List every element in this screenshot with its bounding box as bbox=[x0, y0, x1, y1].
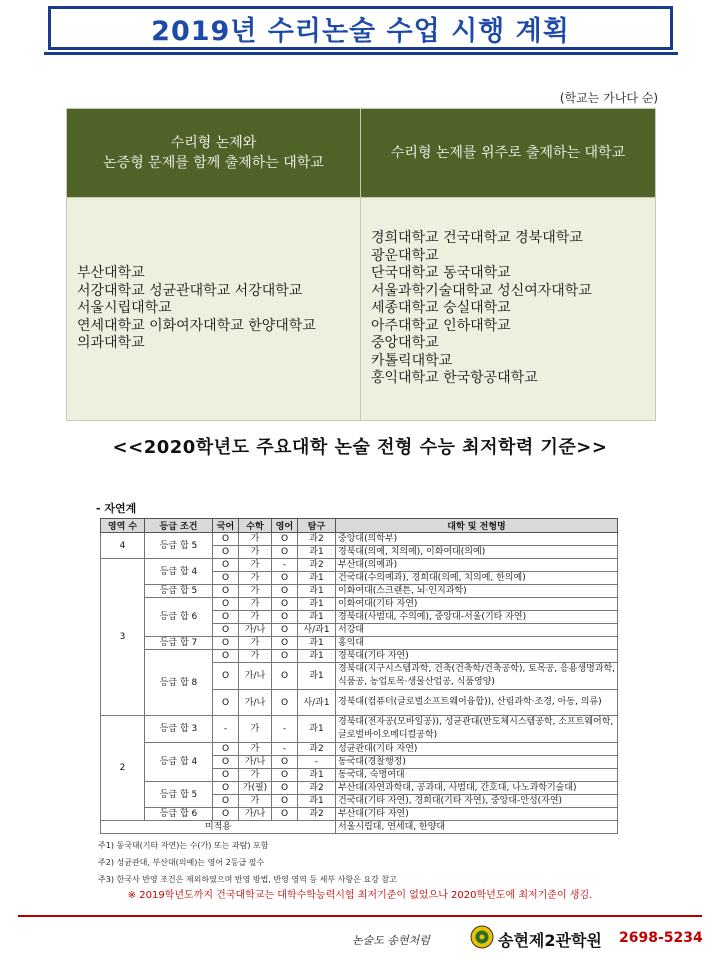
university-line: 세종대학교 숭실대학교 bbox=[371, 300, 511, 317]
criteria-header-cell: 대학 및 전형명 bbox=[336, 519, 618, 533]
page-title: 2019년 수리논술 수업 시행 계획 bbox=[151, 15, 570, 47]
university-cell: 경북대(사범대, 수의예), 중앙대-서울(기타 자연) bbox=[336, 611, 618, 624]
university-cell: 이화여대(기타 자연) bbox=[336, 598, 618, 611]
col2-header: 수리형 논제를 위주로 출제하는 대학교 bbox=[361, 109, 656, 198]
criteria-header-cell: 국어 bbox=[213, 519, 239, 533]
subject-cell: - bbox=[213, 716, 239, 743]
areas-cell: 4 bbox=[101, 533, 145, 559]
criteria-row bbox=[101, 716, 618, 743]
university-line: 의과대학교 bbox=[77, 335, 145, 352]
footer-divider bbox=[18, 915, 702, 917]
title-underline bbox=[44, 52, 678, 55]
subject-cell: 가 bbox=[239, 611, 272, 624]
section-title: <<2020학년도 주요대학 논술 전형 수능 최저학력 기준>> bbox=[112, 437, 608, 458]
subject-cell: 과1 bbox=[298, 769, 336, 782]
university-cell: 경북대(의예, 치의예), 이화여대(의예) bbox=[336, 546, 618, 559]
subject-cell: 과2 bbox=[298, 782, 336, 795]
areas-cell: 2 bbox=[101, 716, 145, 821]
subject-cell: 가 bbox=[239, 533, 272, 546]
subject-cell: O bbox=[213, 808, 239, 821]
university-line: 광운대학교 bbox=[371, 247, 439, 264]
subject-cell: O bbox=[213, 559, 239, 572]
subject-cell: O bbox=[272, 650, 298, 663]
subject-cell: O bbox=[272, 585, 298, 598]
subject-cell: - bbox=[272, 743, 298, 756]
subject-cell: 가/나 bbox=[239, 808, 272, 821]
subject-cell: 가 bbox=[239, 637, 272, 650]
not-applied-cell: 미적용 bbox=[101, 821, 336, 834]
grade-cell: 등급 합 4 bbox=[145, 743, 213, 782]
subject-cell: O bbox=[272, 756, 298, 769]
university-cell: 동국대(경찰행정) bbox=[336, 756, 618, 769]
areas-cell: 3 bbox=[101, 559, 145, 716]
subject-cell: 과1 bbox=[298, 663, 336, 690]
col1-header-line: 논증형 문제를 함께 출제하는 대학교 bbox=[103, 155, 324, 171]
subject-cell: 가 bbox=[239, 743, 272, 756]
subject-cell: 과1 bbox=[298, 716, 336, 743]
subject-cell: O bbox=[272, 572, 298, 585]
grade-cell: 등급 합 5 bbox=[145, 533, 213, 559]
subject-cell: O bbox=[272, 533, 298, 546]
footnote: 주2) 성균관대, 부산대(의예)는 영어 2등급 필수 bbox=[98, 858, 265, 867]
criteria-row bbox=[101, 598, 618, 611]
subject-cell: O bbox=[213, 663, 239, 690]
subject-cell: 가 bbox=[239, 650, 272, 663]
criteria-row bbox=[101, 533, 618, 546]
criteria-row bbox=[101, 782, 618, 795]
university-cell: 경북대(기타 자연) bbox=[336, 650, 618, 663]
subject-cell: 사/과1 bbox=[298, 624, 336, 637]
footnote: 주1) 동국대(기타 자연)는 수(가) 또는 과탐) 포함 bbox=[98, 841, 269, 850]
col1-header bbox=[67, 109, 361, 198]
university-cell: 부산대(의예과) bbox=[336, 559, 618, 572]
university-cell: 건국대(수의예과), 경희대(의예, 치의예, 한의예) bbox=[336, 572, 618, 585]
university-cell: 경북대(컴퓨터(글로벌소프트웨어융합)), 산림과학·조경, 아동, 의류) bbox=[336, 690, 618, 716]
subject-cell: 과1 bbox=[298, 637, 336, 650]
grade-cell: 등급 합 6 bbox=[145, 808, 213, 821]
subject-cell: O bbox=[213, 769, 239, 782]
footnotes bbox=[98, 837, 397, 888]
subject-cell: 과1 bbox=[298, 585, 336, 598]
subject-cell: 과1 bbox=[298, 650, 336, 663]
red-notice: ※ 2019학년도까지 건국대학교는 대학수학능력시험 최저기준이 없었으나 2020학년도에 최저기준이 생김. bbox=[127, 890, 593, 901]
criteria-table bbox=[100, 518, 618, 834]
criteria-header-row bbox=[101, 519, 618, 533]
footer-brand: 송현제2관학원 bbox=[498, 931, 602, 950]
grade-cell: 등급 합 8 bbox=[145, 650, 213, 716]
col2-cell bbox=[361, 198, 656, 421]
subject-cell: 가 bbox=[239, 769, 272, 782]
order-note: (학교는 가나다 순) bbox=[559, 91, 658, 105]
subject-cell: O bbox=[272, 769, 298, 782]
university-line: 아주대학교 인하대학교 bbox=[371, 317, 511, 334]
criteria-header-cell: 수학 bbox=[239, 519, 272, 533]
criteria-row bbox=[101, 650, 618, 663]
subject-cell: 과1 bbox=[298, 598, 336, 611]
criteria-body bbox=[101, 533, 618, 834]
criteria-header-cell: 영어 bbox=[272, 519, 298, 533]
subject-cell: 과1 bbox=[298, 611, 336, 624]
university-cell: 부산대(기타 자연) bbox=[336, 808, 618, 821]
subject-cell: 가 bbox=[239, 716, 272, 743]
subject-cell: O bbox=[213, 624, 239, 637]
university-cell: 경북대(지구시스템과학, 건축(건축학/건축공학), 토목공, 응용생명과학, 식품공, 농업토목·생물산업공, 식품영양) bbox=[336, 663, 618, 690]
subject-cell: 가 bbox=[239, 795, 272, 808]
subject-cell: O bbox=[272, 624, 298, 637]
grade-cell: 등급 합 5 bbox=[145, 585, 213, 598]
subject-cell: 가 bbox=[239, 598, 272, 611]
col2-university-list bbox=[371, 230, 655, 388]
subject-cell: - bbox=[272, 716, 298, 743]
subject-cell: 사/과1 bbox=[298, 690, 336, 716]
grade-cell: 등급 합 4 bbox=[145, 559, 213, 585]
subject-cell: 과2 bbox=[298, 808, 336, 821]
subject-cell: O bbox=[272, 637, 298, 650]
university-line: 부산대학교 bbox=[77, 265, 145, 282]
section-subtitle: - 자연계 bbox=[96, 502, 137, 515]
subject-cell: O bbox=[213, 585, 239, 598]
footer-slogan: 논술도 송현처럼 bbox=[352, 934, 430, 947]
university-table bbox=[66, 108, 656, 421]
grade-cell: 등급 합 5 bbox=[145, 782, 213, 808]
criteria-row bbox=[101, 637, 618, 650]
criteria-row bbox=[101, 808, 618, 821]
subject-cell: O bbox=[272, 690, 298, 716]
subject-cell: O bbox=[272, 663, 298, 690]
university-line: 연세대학교 이화여자대학교 한양대학교 bbox=[77, 317, 316, 334]
grade-cell: 등급 합 3 bbox=[145, 716, 213, 743]
subject-cell: 가/나 bbox=[239, 624, 272, 637]
subject-cell: O bbox=[272, 795, 298, 808]
university-line: 서강대학교 성균관대학교 서강대학교 bbox=[77, 282, 303, 299]
university-cell: 동국대, 숙명여대 bbox=[336, 769, 618, 782]
subject-cell: O bbox=[272, 611, 298, 624]
title-box bbox=[48, 6, 673, 50]
subject-cell: 가/나 bbox=[239, 690, 272, 716]
university-line: 홍익대학교 한국항공대학교 bbox=[371, 370, 538, 387]
grade-cell: 등급 합 6 bbox=[145, 598, 213, 637]
grade-cell: 등급 합 7 bbox=[145, 637, 213, 650]
subject-cell: 가 bbox=[239, 572, 272, 585]
university-cell: 경북대(전자공(모바일공)), 성균관대(반도체시스템공학, 소프트웨어학, 글로벌바이오메디컬공학) bbox=[336, 716, 618, 743]
subject-cell: O bbox=[213, 533, 239, 546]
subject-cell: 가 bbox=[239, 546, 272, 559]
university-cell: 홍익대 bbox=[336, 637, 618, 650]
subject-cell: 과1 bbox=[298, 572, 336, 585]
university-cell: 중앙대(의학부) bbox=[336, 533, 618, 546]
subject-cell: O bbox=[213, 743, 239, 756]
subject-cell: O bbox=[272, 546, 298, 559]
university-line: 서울과학기술대학교 성신여자대학교 bbox=[371, 282, 592, 299]
col1-header-line: 수리형 논제와 bbox=[170, 135, 257, 151]
university-line: 카톨릭대학교 bbox=[371, 352, 453, 369]
university-cell: 서강대 bbox=[336, 624, 618, 637]
criteria-row bbox=[101, 821, 618, 834]
university-cell: 부산대(자연과학대, 공과대, 사범대, 간호대, 나노과학기술대) bbox=[336, 782, 618, 795]
university-line: 서울시립대학교 bbox=[77, 300, 172, 317]
university-cell: 건국대(기타 자연), 경희대(기타 자연), 중앙대-안성(자연) bbox=[336, 795, 618, 808]
university-cell: 성균관대(기타 자연) bbox=[336, 743, 618, 756]
subject-cell: - bbox=[272, 559, 298, 572]
university-cell: 이화여대(스크랜튼, 뇌·인지과학) bbox=[336, 585, 618, 598]
subject-cell: 과2 bbox=[298, 559, 336, 572]
subject-cell: O bbox=[272, 598, 298, 611]
subject-cell: 과2 bbox=[298, 743, 336, 756]
criteria-header-cell: 탐구 bbox=[298, 519, 336, 533]
subject-cell: O bbox=[213, 795, 239, 808]
subject-cell: O bbox=[213, 611, 239, 624]
subject-cell: O bbox=[272, 782, 298, 795]
subject-cell: - bbox=[298, 756, 336, 769]
subject-cell: 가 bbox=[239, 585, 272, 598]
academy-logo-icon bbox=[470, 925, 494, 949]
subject-cell: 과1 bbox=[298, 795, 336, 808]
subject-cell: O bbox=[213, 690, 239, 716]
subject-cell: 가/나 bbox=[239, 756, 272, 769]
subject-cell: O bbox=[213, 598, 239, 611]
subject-cell: O bbox=[213, 546, 239, 559]
subject-cell: O bbox=[213, 756, 239, 769]
university-line: 단국대학교 동국대학교 bbox=[371, 265, 511, 282]
subject-cell: 가(필) bbox=[239, 782, 272, 795]
criteria-header-cell: 영역 수 bbox=[101, 519, 145, 533]
university-line: 경희대학교 건국대학교 경북대학교 bbox=[371, 230, 583, 247]
university-cell: 서울시립대, 연세대, 한양대 bbox=[336, 821, 618, 834]
university-line: 중앙대학교 bbox=[371, 335, 439, 352]
criteria-row bbox=[101, 559, 618, 572]
criteria-header-cell: 등급 조건 bbox=[145, 519, 213, 533]
subject-cell: O bbox=[213, 637, 239, 650]
subject-cell: 가/나 bbox=[239, 663, 272, 690]
col1-cell bbox=[67, 198, 361, 421]
col1-university-list bbox=[77, 265, 360, 353]
criteria-row bbox=[101, 585, 618, 598]
subject-cell: O bbox=[272, 808, 298, 821]
subject-cell: 과1 bbox=[298, 546, 336, 559]
footnote: 주3) 한국사 반영 조건은 제외하였으며 반영 방법, 반영 영역 등 세부 사항은 요강 참고 bbox=[98, 875, 397, 884]
criteria-row bbox=[101, 743, 618, 756]
footer-phone: 2698-5234 bbox=[619, 930, 703, 946]
subject-cell: 과2 bbox=[298, 533, 336, 546]
subject-cell: 가 bbox=[239, 559, 272, 572]
subject-cell: O bbox=[213, 572, 239, 585]
subject-cell: O bbox=[213, 782, 239, 795]
subject-cell: O bbox=[213, 650, 239, 663]
